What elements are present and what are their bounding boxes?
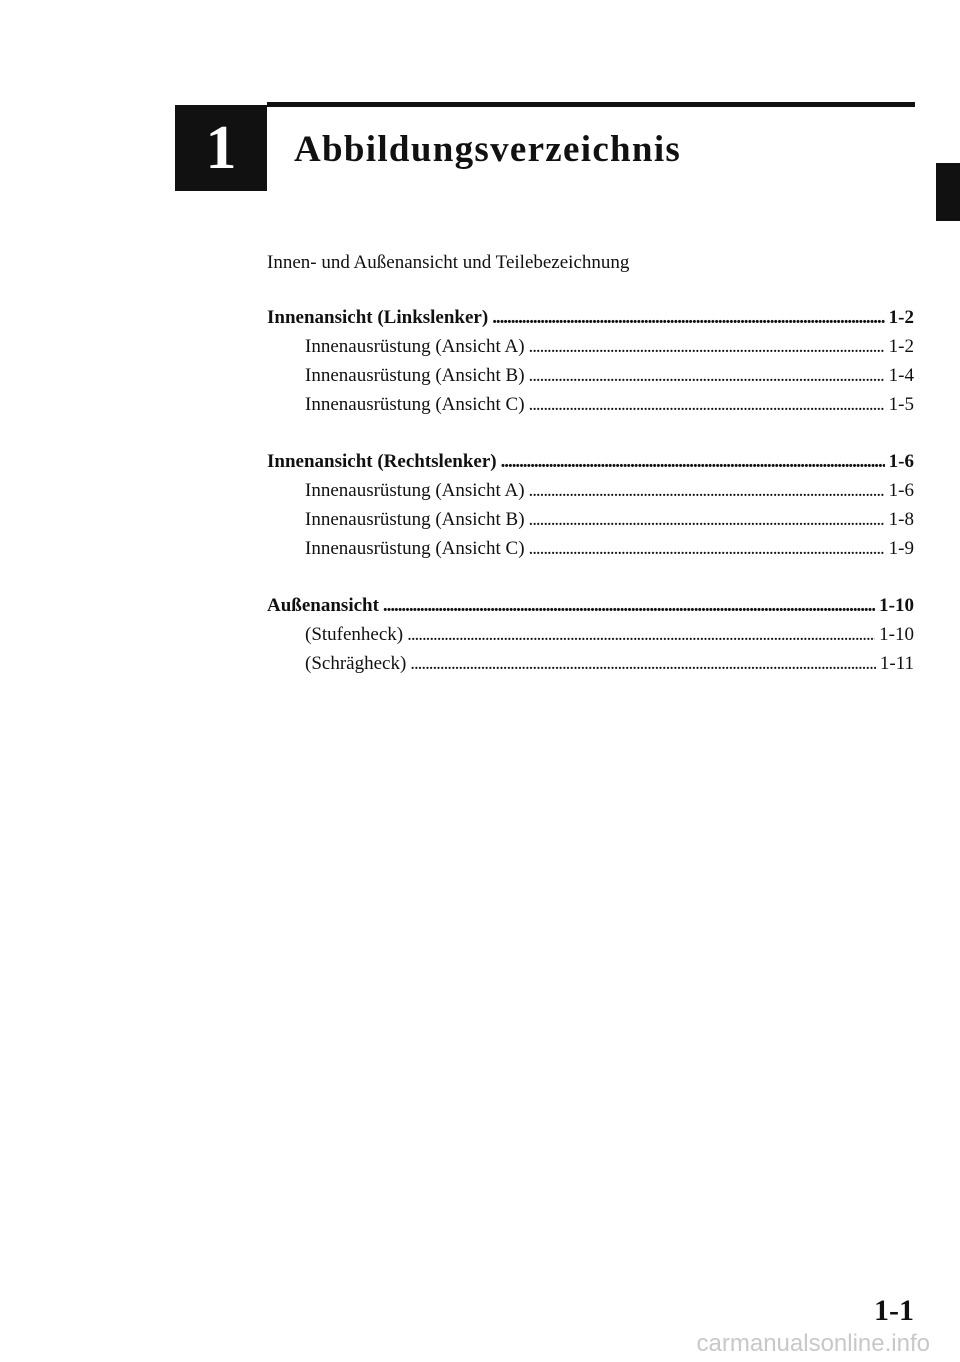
toc-entry-title: Außenansicht (267, 595, 379, 616)
dot-leader (410, 653, 876, 675)
dot-leader (529, 336, 885, 358)
dot-leader (492, 307, 884, 329)
toc-entry-page: 1-6 (888, 480, 914, 501)
chapter-number-badge (175, 105, 267, 191)
watermark: carmanualsonline.info (696, 1330, 930, 1357)
dot-leader (529, 509, 885, 531)
toc-entry[interactable] (267, 394, 914, 423)
toc-section (267, 595, 914, 682)
toc-entry-page: 1-2 (888, 307, 914, 328)
dot-leader (407, 624, 875, 646)
toc-entry-title: Innenausrüstung (Ansicht C) (305, 538, 525, 559)
toc-entry-page: 1-9 (888, 538, 914, 559)
toc-entry[interactable] (267, 365, 914, 394)
toc-entry[interactable] (267, 624, 914, 653)
toc-entry[interactable] (267, 538, 914, 567)
chapter-title: Abbildungsverzeichnis (294, 129, 682, 170)
toc-entry-page: 1-8 (888, 509, 914, 530)
toc-section (267, 451, 914, 567)
toc-entry-page: 1-10 (879, 595, 914, 616)
toc-entry-title: Innenausrüstung (Ansicht C) (305, 394, 525, 415)
toc-entry-page: 1-5 (888, 394, 914, 415)
toc-entry[interactable] (267, 653, 914, 682)
toc-section (267, 307, 914, 423)
toc-entry-page: 1-2 (888, 336, 914, 357)
toc-entry-page: 1-10 (879, 624, 914, 645)
toc-intro: Innen- und Außenansicht und Teilebezeichnung (267, 252, 630, 273)
page-number: 1-1 (874, 1294, 914, 1327)
dot-leader (501, 451, 885, 473)
chapter-side-tab (936, 163, 960, 221)
toc-entry-title: (Stufenheck) (305, 624, 404, 645)
dot-leader (529, 394, 885, 416)
dot-leader (529, 480, 885, 502)
chapter-number: 1 (205, 114, 237, 182)
toc-entry[interactable] (267, 480, 914, 509)
toc-entry-page: 1-11 (879, 653, 914, 674)
toc-entry-title: (Schrägheck) (305, 653, 407, 674)
toc-entry-title: Innenansicht (Rechtslenker) (267, 451, 497, 472)
toc-entry-title: Innenausrüstung (Ansicht A) (305, 336, 525, 357)
toc-section-heading[interactable] (267, 595, 914, 624)
toc-entry-page: 1-6 (888, 451, 914, 472)
toc-entry-title: Innenansicht (Linkslenker) (267, 307, 489, 328)
toc-entry[interactable] (267, 509, 914, 538)
table-of-contents (267, 307, 914, 710)
toc-entry-title: Innenausrüstung (Ansicht B) (305, 365, 525, 386)
header-rule (267, 102, 915, 107)
toc-section-heading[interactable] (267, 307, 914, 336)
toc-entry-title: Innenausrüstung (Ansicht B) (305, 509, 525, 530)
dot-leader (529, 365, 885, 387)
toc-section-heading[interactable] (267, 451, 914, 480)
toc-entry[interactable] (267, 336, 914, 365)
toc-entry-page: 1-4 (888, 365, 914, 386)
toc-entry-title: Innenausrüstung (Ansicht A) (305, 480, 525, 501)
dot-leader (383, 595, 875, 617)
dot-leader (529, 538, 885, 560)
